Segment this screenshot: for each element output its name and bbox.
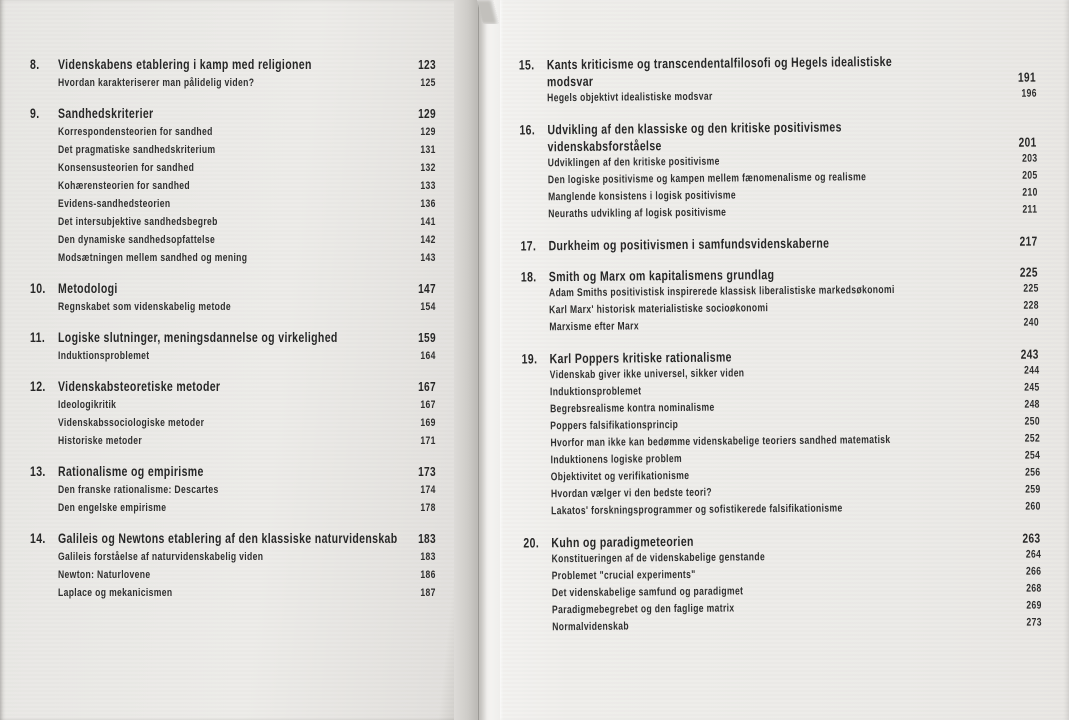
subentry-page-number: 154 [420,301,436,313]
chapter-number: 8. [30,57,40,72]
chapter-heading-row [30,56,436,74]
subentry-page-number: 133 [420,180,436,192]
chapter-page-number: 173 [418,464,436,479]
subentry-page-number: 210 [1021,186,1038,199]
toc-subentry [58,177,436,195]
chapter-title: Galileis og Newtons etablering af den klassiske naturvidenskab [58,531,398,546]
chapter-heading-row [30,378,436,396]
subentry-page-number: 131 [420,144,436,156]
chapter-heading-row [519,117,1037,156]
subentry-title: Objektivitet og verifikationisme [550,469,690,484]
subentry-title: Induktionens logiske problem [550,452,683,467]
toc-subentry [58,414,436,432]
toc-subentry [552,615,1041,637]
subentry-page-number: 211 [1022,203,1038,216]
toc-subentry [548,202,1037,224]
subentry-title: Det intersubjektive sandhedsbegreb [58,216,218,228]
subentry-title: Modsætningen mellem sandhed og mening [58,252,248,264]
toc-subentry [58,499,436,517]
chapter-page-number: 225 [1019,264,1039,280]
subentry-page-number: 205 [1021,169,1038,182]
subentry-title: Neuraths udvikling af logisk positivisme [548,206,727,221]
subentry-title: Karl Marx' historisk materialistiske socioøkonomi [549,302,769,317]
subentry-title: Historiske metoder [58,435,143,447]
subentry-title: Poppers falsifikationsprincip [550,419,679,433]
chapter-title: Videnskabens etablering i kamp med religionen [58,57,312,72]
toc-subentry [58,213,436,231]
chapter-number: 17. [520,238,537,254]
subentry-title: Konsensusteorien for sandhed [58,162,195,174]
toc-chapter [30,463,436,517]
subentry-page-number: 143 [420,252,436,264]
chapter-subentries [58,396,436,450]
subentry-page-number: 268 [1025,582,1042,595]
subentry-title: Ideologikritik [58,399,117,411]
chapter-number: 18. [520,269,537,285]
toc-chapter [519,117,1037,224]
subentry-page-number: 250 [1024,415,1040,428]
toc-chapter [519,52,1037,108]
subentry-title: Den dynamiske sandhedsopfattelse [58,234,216,246]
subentry-page-number: 245 [1023,381,1040,394]
chapter-heading-row [520,233,1037,255]
chapter-page-number: 217 [1019,233,1038,249]
chapter-number: 20. [523,535,540,551]
toc-subentry [58,432,436,450]
toc-chapter [30,105,436,267]
toc-subentry [58,548,436,566]
subentry-title: Newton: Naturlovene [58,569,151,581]
toc-chapter [30,56,436,92]
chapter-title: Kuhn og paradigmeteorien [551,533,694,551]
chapter-subentries [58,74,436,92]
subentry-page-number: 225 [1022,282,1039,295]
chapter-title: Videnskabsteoretiske metoder [58,379,221,394]
subentry-title: Normalvidenskab [552,620,630,634]
subentry-title: Hvorfor man ikke kan bedømme videnskabelige teoriers sandhed matematisk [550,433,891,450]
subentry-title: Den engelske empirisme [58,502,167,514]
chapter-page-number: 183 [418,531,436,546]
chapter-title: Metodologi [58,281,118,296]
subentry-title: Problemet "crucial experiments" [551,568,696,583]
subentry-title: Laplace og mekanicismen [58,587,173,599]
toc-subentry [58,123,436,141]
chapter-number: 12. [30,379,46,394]
subentry-page-number: 171 [420,435,436,447]
subentry-page-number: 132 [420,162,436,174]
toc-subentry [58,141,436,159]
subentry-page-number: 248 [1023,398,1040,411]
toc-subentry [58,481,436,499]
chapter-title: Udvikling af den klassiske og den kritiske positivismes videnskabsforståelse [547,119,842,155]
subentry-title: Udviklingen af den kritiske positivisme [547,155,720,170]
subentry-title: Evidens-sandhedsteorien [58,198,171,210]
chapter-number: 9. [30,106,40,121]
toc-chapter [30,530,436,602]
chapter-heading-row [30,280,436,298]
subentry-title: Det pragmatiske sandhedskriterium [58,144,216,156]
chapter-title: Karl Poppers kritiske rationalisme [549,349,732,367]
toc-subentry [58,347,436,365]
toc-chapter [30,329,436,365]
subentry-title: Paradigmebegrebet og den faglige matrix [551,602,735,617]
subentry-page-number: 240 [1023,316,1039,329]
toc-subentry [58,74,436,92]
subentry-page-number: 141 [420,216,436,228]
subentry-title: Hegels objektivt idealistiske modsvar [547,90,713,105]
toc-chapter [523,530,1041,637]
subentry-title: Induktionsproblemet [549,385,642,399]
chapter-title: Rationalisme og empirisme [58,464,204,479]
subentry-title: Marxisme efter Marx [549,320,640,334]
chapter-number: 14. [30,531,46,546]
subentry-page-number: 174 [420,484,436,496]
subentry-title: Kohærensteorien for sandhed [58,180,191,192]
toc-right [519,52,1042,637]
subentry-page-number: 260 [1024,500,1041,513]
toc-chapter [521,264,1039,337]
subentry-page-number: 187 [420,587,436,599]
subentry-title: Manglende konsistens i logisk positivisme [548,189,737,204]
toc-subentry [547,86,1036,108]
chapter-subentries [58,481,436,517]
chapter-page-number: 123 [418,57,436,72]
chapter-subentries [58,548,436,602]
chapter-heading-row [30,530,436,548]
subentry-page-number: 264 [1025,548,1041,561]
chapter-heading-row [30,329,436,347]
gutter-crease [478,0,479,720]
subentry-page-number: 254 [1024,449,1040,462]
chapter-subentries [548,151,1038,224]
book-gutter [454,0,500,720]
chapter-page-number: 147 [418,281,436,296]
chapter-page-number: 201 [1018,134,1037,150]
chapter-heading-row [519,52,1037,91]
subentry-page-number: 164 [420,350,436,362]
subentry-page-number: 129 [420,126,436,138]
subentry-title: Videnskab giver ikke universel, sikker viden [549,367,745,382]
subentry-title: Konstitueringen af de videnskabelige genstande [551,551,766,566]
toc-subentry [58,195,436,213]
subentry-page-number: 169 [420,417,436,429]
subentry-page-number: 228 [1022,299,1039,312]
chapter-heading-row [30,105,436,123]
chapter-page-number: 263 [1022,530,1041,546]
chapter-page-number: 243 [1020,346,1039,362]
subentry-page-number: 244 [1023,364,1040,377]
subentry-page-number: 136 [420,198,436,210]
subentry-title: Korrespondensteorien for sandhed [58,126,213,138]
chapter-title: Durkheim og positivismen i samfundsvidenskaberne [548,235,830,254]
subentry-title: Regnskabet som videnskabelig metode [58,301,231,313]
chapter-page-number: 191 [1018,69,1037,85]
subentry-page-number: 186 [420,569,436,581]
toc-chapter [30,280,436,316]
subentry-title: Adam Smiths positivistisk inspirerede klassisk liberalistiske markedsøkonomi [548,283,895,300]
subentry-page-number: 273 [1025,616,1042,629]
toc-subentry [549,315,1038,337]
subentry-title: Hvordan vælger vi den bedste teori? [550,486,713,501]
subentry-title: Den franske rationalisme: Descartes [58,484,219,496]
chapter-title: Smith og Marx om kapitalismens grundlag [548,267,775,285]
toc-subentry [58,584,436,602]
page-right [500,0,1069,720]
subentry-page-number: 203 [1021,152,1037,165]
chapter-subentries [58,347,436,365]
subentry-page-number: 259 [1024,483,1041,496]
subentry-title: Videnskabssociologiske metoder [58,417,205,429]
chapter-heading-row [30,463,436,481]
toc-subentry [58,396,436,414]
chapter-subentries [58,123,436,267]
subentry-title: Det videnskabelige samfund og paradigmet [551,585,744,600]
chapter-subentries [549,281,1039,337]
chapter-number: 13. [30,464,46,479]
chapter-number: 10. [30,281,46,296]
subentry-title: Galileis forståelse af naturvidenskabelig viden [58,551,264,563]
chapter-subentries [58,298,436,316]
subentry-page-number: 178 [420,502,436,514]
chapter-page-number: 167 [418,379,436,394]
subentry-page-number: 167 [420,399,436,411]
toc-subentry [58,249,436,267]
chapter-page-number: 129 [418,106,436,121]
chapter-title: Sandhedskriterier [58,106,154,121]
chapter-title: Logiske slutninger, meningsdannelse og virkelighed [58,330,338,345]
chapter-subentries [547,86,1036,108]
subentry-title: Hvordan karakteriserer man pålidelig viden? [58,77,255,89]
subentry-page-number: 183 [420,551,436,563]
subentry-page-number: 252 [1024,432,1040,445]
subentry-title: Induktionsproblemet [58,350,150,362]
subentry-page-number: 266 [1025,565,1041,578]
chapter-number: 16. [519,122,536,138]
toc-subentry [58,298,436,316]
chapter-page-number: 159 [418,330,436,345]
toc-left [30,56,436,602]
toc-subentry [551,499,1040,521]
toc-chapter [522,346,1041,521]
subentry-title: Lakatos' forskningsprogrammer og sofistikerede falsifikationisme [551,502,843,518]
chapter-subentries [550,363,1041,521]
subentry-page-number: 125 [420,77,436,89]
chapter-title: Kants kriticisme og transcendentalfilosofi og Hegels idealistiske modsvar [546,53,893,90]
subentry-title: Den logiske positivisme og kampen mellem fænomenalisme og realisme [547,171,867,187]
subentry-page-number: 196 [1020,87,1037,100]
subentry-page-number: 256 [1024,466,1041,479]
subentry-title: Begrebsrealisme kontra nominalisme [550,401,715,416]
subentry-page-number: 269 [1025,599,1042,612]
chapter-number: 15. [518,57,535,73]
chapter-subentries [551,547,1041,637]
subentry-page-number: 142 [420,234,436,246]
page-left [0,0,454,720]
toc-chapter [30,378,436,450]
toc-subentry [58,159,436,177]
torn-page-edge [477,0,499,24]
toc-chapter [520,233,1037,255]
chapter-number: 11. [30,330,46,345]
toc-subentry [58,231,436,249]
toc-subentry [58,566,436,584]
chapter-number: 19. [521,351,538,367]
